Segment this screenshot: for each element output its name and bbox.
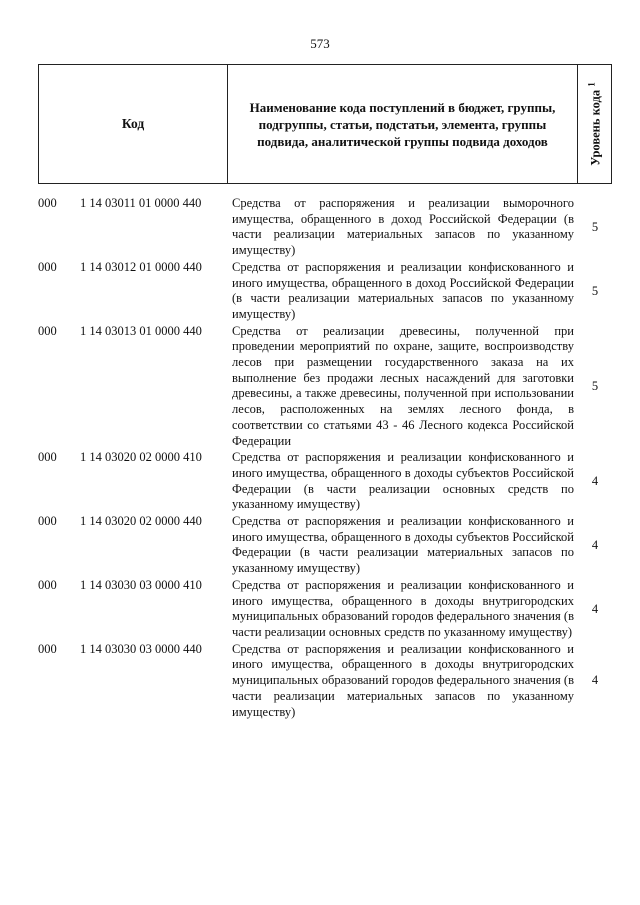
- row-description: Средства от распоряжения и реализации конфискованного и иного имущества, обращенного в доходы субъектов Российской Федерации (в части реализации материальных запасов по указанному имуществу): [232, 514, 574, 576]
- table-row: [38, 324, 612, 450]
- row-admin-code: 000: [38, 577, 57, 592]
- table-row: [38, 514, 612, 577]
- row-description: Средства от распоряжения и реализации конфискованного и иного имущества, обращенного в доходы внутригородских муниципальных образований городов федерального значения (в части реализации материальных запасов по указанному имуществу): [232, 641, 574, 719]
- row-admin-code: 000: [38, 196, 57, 210]
- table-row: [38, 450, 612, 513]
- table-header: [38, 64, 612, 184]
- row-description: Средства от распоряжения и реализации конфискованного и иного имущества, обращенного в доходы субъектов Российской Федерации (в части реализации основных средств по указанному имуществу): [232, 450, 574, 512]
- row-description: Средства от распоряжения и реализации конфискованного и иного имущества, обращенного в доходы внутригородских муниципальных образований городов федерального значения (в части реализации основных средств по указанному имуществу): [232, 577, 574, 639]
- header-level-text: Уровень кода: [588, 89, 603, 166]
- row-income-code: 1 14 03013 01 0000 440: [80, 323, 202, 338]
- row-income-code: 1 14 03030 03 0000 410: [80, 577, 202, 592]
- table-body: [38, 196, 612, 721]
- table-row: [38, 196, 612, 259]
- header-level-footnote: 1: [585, 82, 596, 87]
- header-level: [578, 65, 611, 183]
- row-admin-code: 000: [38, 641, 57, 656]
- row-description: Средства от распоряжения и реализации выморочного имущества, обращенного в доход Российской Федерации (в части реализации материальных запасов по указанному имуществу): [232, 196, 574, 258]
- row-admin-code: 000: [38, 323, 57, 338]
- row-admin-code: 000: [38, 450, 57, 465]
- row-admin-code: 000: [38, 514, 57, 529]
- row-income-code: 1 14 03012 01 0000 440: [80, 259, 202, 274]
- row-admin-code: 000: [38, 259, 57, 274]
- header-level-label: [586, 82, 603, 165]
- row-level: 5: [591, 219, 599, 234]
- table-row: [38, 578, 612, 641]
- row-level: 5: [591, 378, 599, 393]
- row-level: 4: [591, 537, 599, 552]
- header-name: Наименование кода поступлений в бюджет, группы, подгруппы, статьи, подстатьи, элемента, группы подвида, аналитической группы подвида доходов: [228, 65, 578, 183]
- row-income-code: 1 14 03020 02 0000 440: [80, 514, 202, 529]
- row-description: Средства от распоряжения и реализации конфискованного и иного имущества, обращенного в доход Российской Федерации (в части реализации материальных запасов по указанному имуществу): [232, 259, 574, 321]
- row-description: Средства от реализации древесины, полученной при проведении мероприятий по охране, защите, воспроизводству лесов при размещении государственного заказа на их выполнение без продажи лесных насаждений для заготовки древесины, а также древесины, полученной при использовании лесов, расположенных на землях лесного фонда, в соответствии со статьями 43 - 46 Лесного кодекса Российской Федерации: [232, 323, 574, 448]
- table-row: [38, 260, 612, 323]
- page-number: 573: [310, 36, 330, 51]
- table-row: [38, 642, 612, 721]
- row-income-code: 1 14 03030 03 0000 440: [80, 641, 202, 656]
- row-level: 4: [591, 601, 599, 616]
- row-level: 5: [591, 283, 599, 298]
- row-level: 4: [591, 474, 599, 489]
- row-level: 4: [591, 673, 599, 688]
- row-income-code: 1 14 03020 02 0000 410: [80, 450, 202, 465]
- row-income-code: 1 14 03011 01 0000 440: [80, 196, 202, 210]
- header-code: Код: [39, 65, 228, 183]
